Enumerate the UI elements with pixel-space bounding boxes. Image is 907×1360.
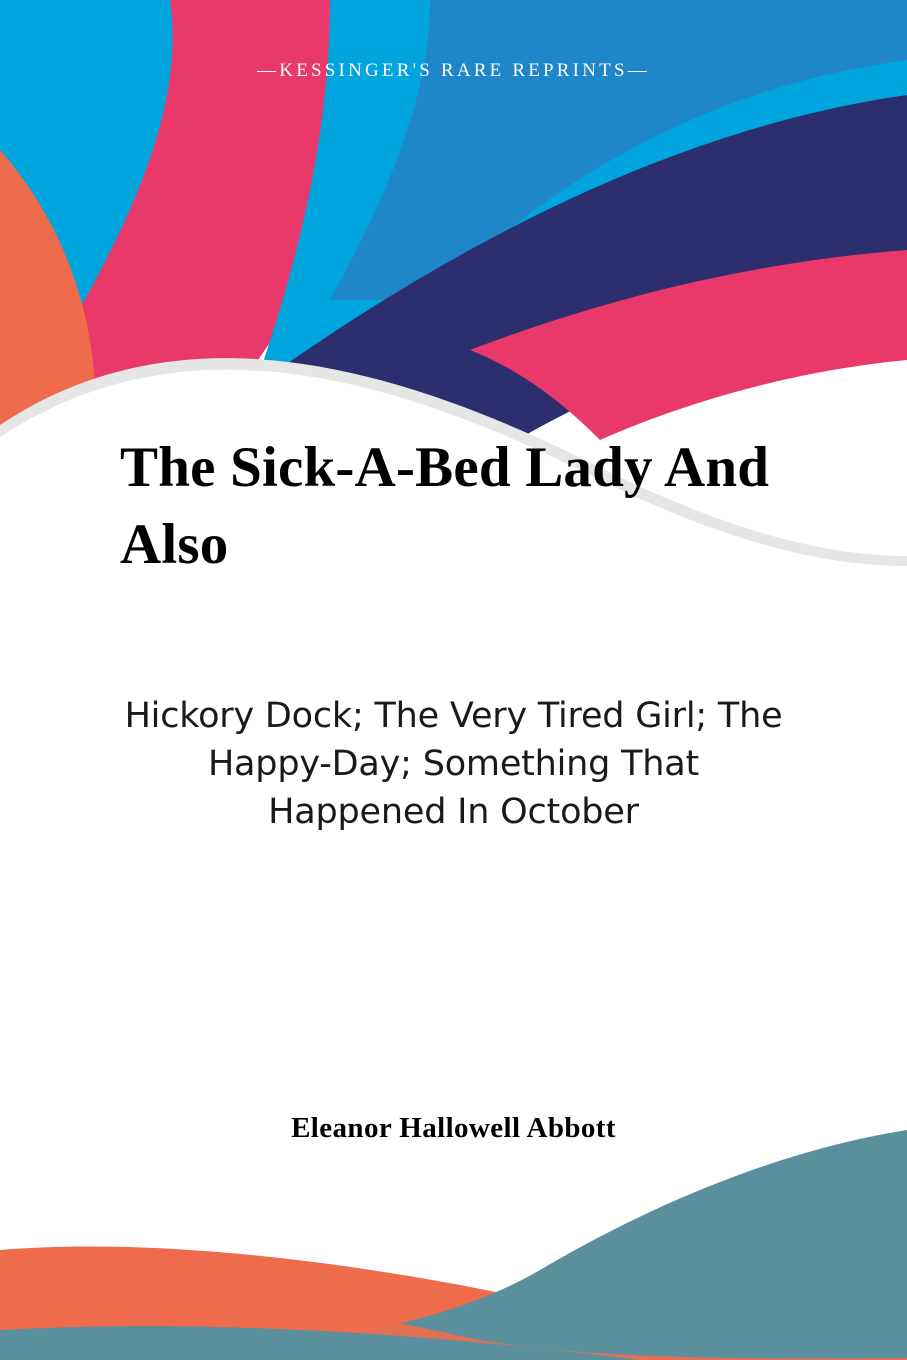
page-title: The Sick-A-Bed Lady And Also	[120, 436, 770, 576]
title-block	[120, 430, 787, 837]
book-subtitle: Hickory Dock; The Very Tired Girl; The Happy-Day; Something That Happened In October	[124, 695, 783, 833]
author-name: Eleanor Hallowell Abbott	[291, 1112, 616, 1144]
publisher-imprint: —KESSINGER'S RARE REPRINTS—	[257, 60, 650, 81]
